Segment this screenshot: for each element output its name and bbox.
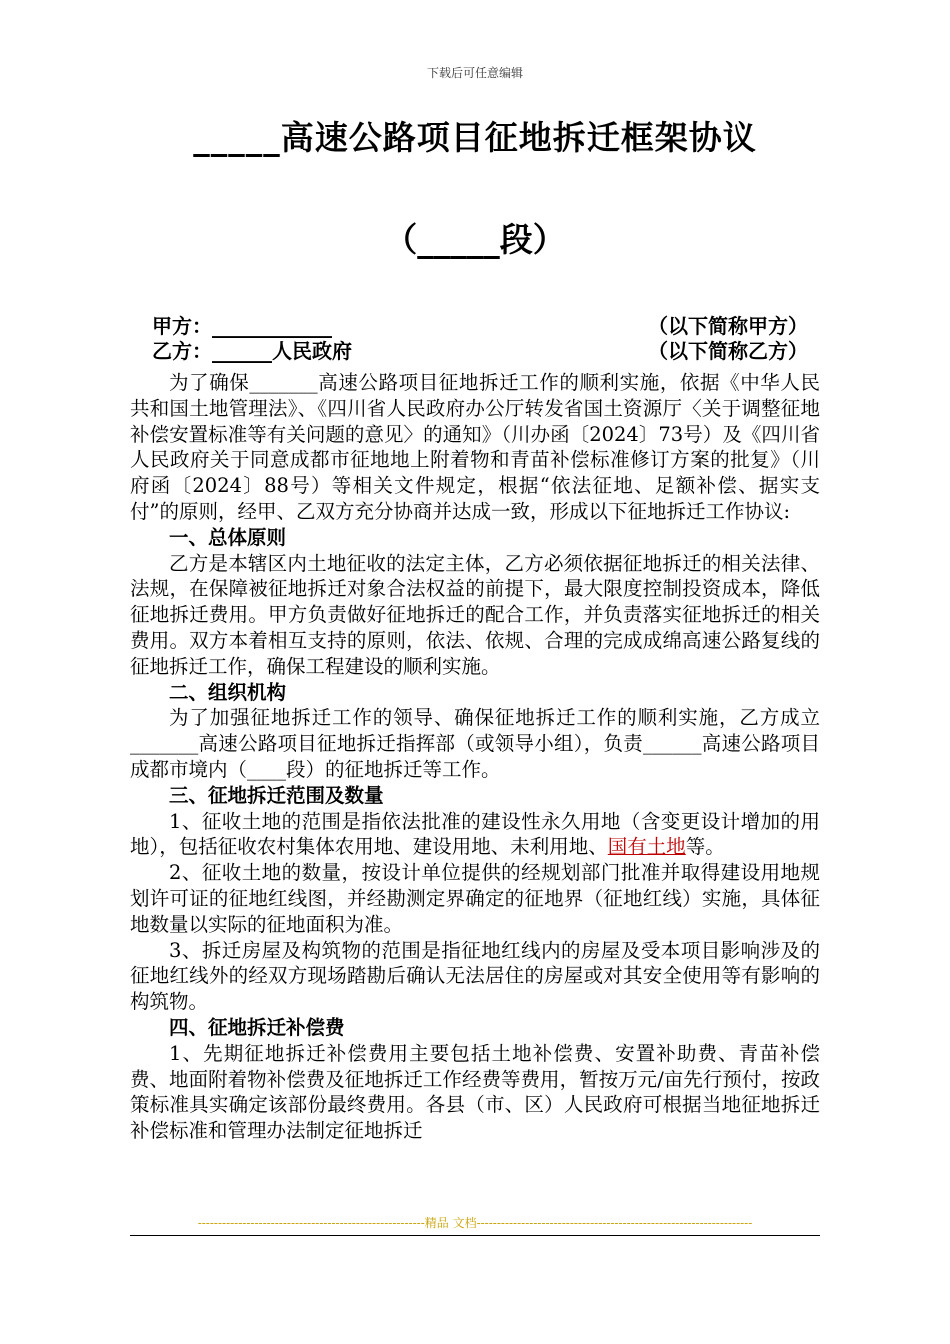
section-1-paragraph: 乙方是本辖区内土地征收的法定主体，乙方必须依据征地拆迁的相关法律、法规，在保障被征地拆迁对象合法权益的前提下，最大限度控制投资成本，降低征地拆迁费用。甲方负责做好征地拆迁的配合工作，并负责落实征地拆迁的相关费用。双方本着相互支持的原则，依法、依规、合理的完成成绵高速公路复线的征地拆迁工作，确保工程建设的顺利实施。 [130,551,820,678]
party-a-label: 甲方：____________ [152,314,332,338]
header-note: 下载后可任意编辑 [426,66,523,80]
section-3-item-1 [130,809,820,861]
section-2-paragraph: 为了加强征地拆迁工作的领导、确保征地拆迁工作的顺利实施，乙方成立_______高速公路项目征地拆迁指挥部（或领导小组），负责______高速公路项目成都市境内（____段）的征地拆迁等工作。 [130,706,820,781]
party-b-label: 乙方：______人民政府 [152,339,352,363]
section-heading-2: 二、组织机构 [169,680,287,704]
section-heading-4: 四、征地拆迁补偿费 [169,1015,345,1039]
party-a-note: （以下简称甲方） [648,314,808,338]
document-body [130,370,820,1144]
section-heading-3: 三、征地拆迁范围及数量 [169,783,384,807]
state-land-link[interactable]: 国有土地 [607,835,686,859]
section-heading-1: 一、总体原则 [169,525,287,549]
footer-line: --------------------------------------------------------精品 文档-------------------------------------------------------------------- [130,1214,820,1236]
party-b [152,335,808,364]
section-3-item-3: 3、拆迁房屋及构筑物的范围是指征地红线内的房屋及受本项目影响涉及的征地红线外的经双方现场踏勘后确认无法居住的房屋或对其安全使用等有影响的构筑物。 [130,938,820,1014]
document-subtitle: （_____段） [384,220,566,259]
section-3-item-1-end: 等。 [685,835,725,859]
section-3-item-2: 2、征收土地的数量，按设计单位提供的经规划部门批准并取得建设用地规划许可证的征地红线图，并经勘测定界确定的征地界（征地红线）实施，具体征地数量以实际的征地面积为准。 [130,861,820,936]
section-3-item-1-text: 1、征收土地的范围是指依法批准的建设性永久用地（含变更设计增加的用地），包括征收农村集体农用地、建设用地、未利用地、 [130,809,820,859]
document-title: _____高速公路项目征地拆迁框架协议 [193,118,757,157]
intro-paragraph: 为了确保_______高速公路项目征地拆迁工作的顺利实施，依据《中华人民共和国土地管理法》、《四川省人民政府办公厅转发省国土资源厅〈关于调整征地补偿安置标准等有关问题的意见〉的通知》（川办函〔2024〕73号）及《四川省人民政府关于同意成都市征地地上附着物和青苗补偿标准修订方案的批复》（川府函〔2024〕88号）等相关文件规定，根据“依法征地、足额补偿、据实支付”的原则，经甲、乙双方充分协商并达成一致，形成以下征地拆迁工作协议: [130,371,820,523]
section-4-item-1: 1、先期征地拆迁补偿费用主要包括土地补偿费、安置补助费、青苗补偿费、地面附着物补偿费及征地拆迁工作经费等费用，暂按万元/亩先行预付，按政策标准具实确定该部份最终费用。各县（市、区）人民政府可根据当地征地拆迁补偿标准和管理办法制定征地拆迁 [130,1041,820,1143]
party-b-note: （以下简称乙方） [648,339,808,363]
